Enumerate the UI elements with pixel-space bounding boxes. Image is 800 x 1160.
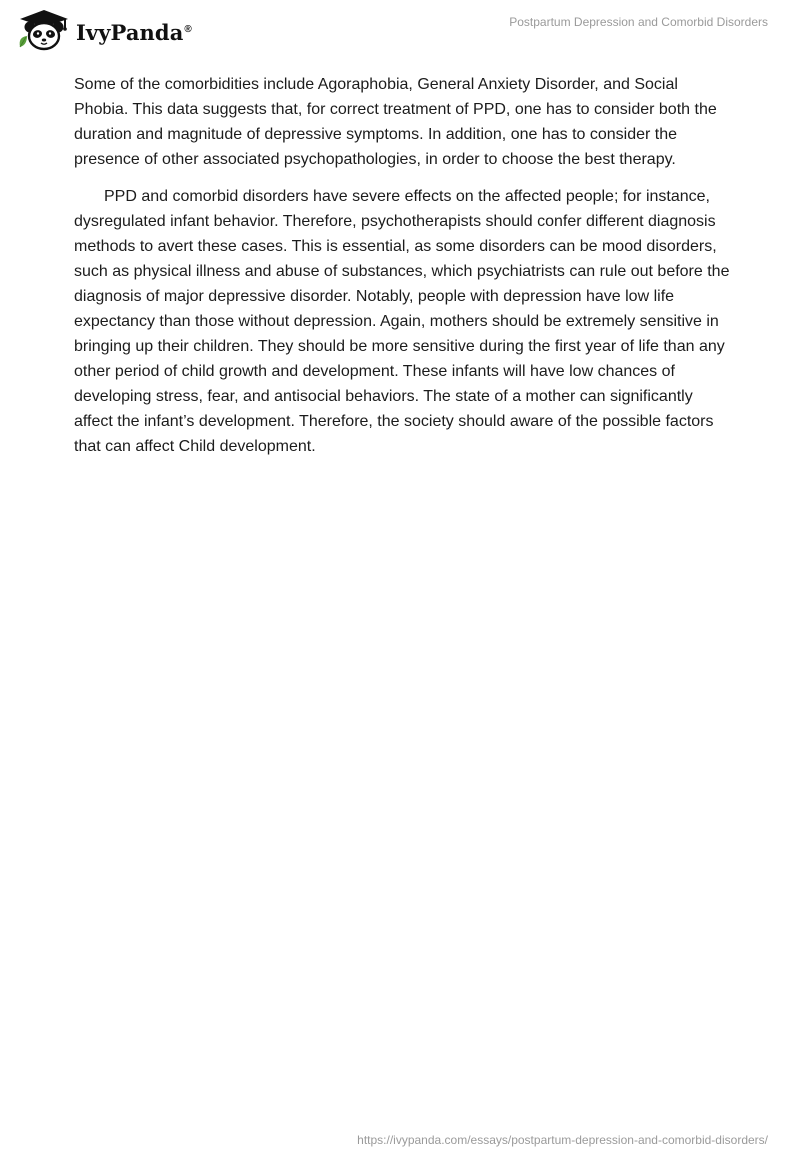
running-title: Postpartum Depression and Comorbid Disorders (509, 15, 768, 29)
essay-body (74, 72, 734, 471)
source-url[interactable]: https://ivypanda.com/essays/postpartum-depression-and-comorbid-disorders/ (357, 1133, 768, 1147)
brand-name: IvyPanda® (76, 19, 192, 45)
registered-mark: ® (184, 23, 192, 35)
page-header (0, 0, 800, 60)
paragraph-1: Some of the comorbidities include Agoraphobia, General Anxiety Disorder, and Social Phobia. This data suggests that, for correct treatment of PPD, one has to consider both the duration and magnitude of depressive symptoms. In addition, one has to consider the presence of other associated psychopathologies, in order to choose the best therapy. (74, 76, 717, 168)
paragraph-2: PPD and comorbid disorders have severe effects on the affected people; for instance, dysregulated infant behavior. Therefore, psychotherapists should confer different diagnosis methods to avert these cases. This is essential, as some disorders can be mood disorders, such as physical illness and abuse of substances, which psychiatrists can rule out before the diagnosis of major depressive disorder. Notably, people with depression have low life expectancy than those without depression. Again, mothers should be extremely sensitive in bringing up their children. They should be more sensitive during the first year of life than any other period of child growth and development. These infants will have low chances of developing stress, fear, and antisocial behaviors. The state of a mother can significantly affect the infant’s development. Therefore, the society should aware of the possible factors that can affect Child development. (74, 188, 730, 455)
ivypanda-logo[interactable] (14, 9, 192, 51)
panda-graduate-icon (14, 9, 74, 51)
